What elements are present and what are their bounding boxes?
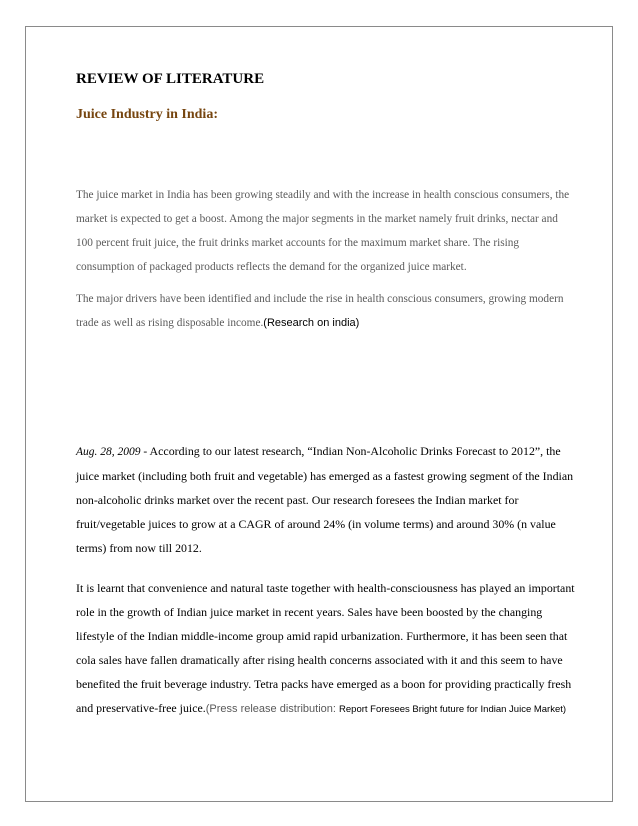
paragraph-convenience xyxy=(76,576,576,722)
citation-press-release-title: Report Foresees Bright future for Indian Juice Market) xyxy=(339,704,567,715)
paragraph-convenience-text: It is learnt that convenience and natural taste together with health-consciousness has played an important role in the growth of Indian juice market in recent years. Sales have been boosted by the changing lifestyle of the Indian middle-income group amid rapid urbanization. Furthermore, it has been seen that cola sales have fallen dramatically after rising health concerns associated with it and this seem to have benefited the fruit beverage industry. Tetra packs have emerged as a boon for providing practically fresh and preservative-free juice. xyxy=(76,581,575,715)
paragraph-major-drivers-text: The major drivers have been identified and include the rise in health conscious consumers, growing modern trade as well as rising disposable income. xyxy=(76,293,564,329)
section-heading: REVIEW OF LITERATURE xyxy=(76,71,265,87)
document-body xyxy=(76,70,576,722)
paragraph-major-drivers xyxy=(76,287,576,335)
citation-research-on-india: (Research on india) xyxy=(263,317,360,329)
subsection-heading: Juice Industry in India: xyxy=(76,107,218,122)
paragraph-forecast-text: According to our latest research, “Indian Non-Alcoholic Drinks Forecast to 2012”, the juice market (including both fruit and vegetable) has emerged as a fastest growing segment of the Indian non-alcoholic drinks market over the recent past. Our research foresees the Indian market for fruit/vegetable juices to grow at a CAGR of around 24% (in volume terms) and around 30% (n value terms) from now till 2012. xyxy=(76,444,574,555)
paragraph-forecast xyxy=(76,439,576,560)
citation-press-release-prefix: (Press release distribution: xyxy=(205,703,340,715)
date-label: Aug. 28, 2009 - xyxy=(76,446,148,458)
paragraph-juice-market: The juice market in India has been growing steadily and with the increase in health conscious consumers, the market is expected to get a boost. Among the major segments in the market namely fruit drinks, nectar and 100 percent fruit juice, the fruit drinks market accounts for the maximum market share. The rising consumption of packaged products reflects the demand for the organized juice market. xyxy=(76,189,570,273)
